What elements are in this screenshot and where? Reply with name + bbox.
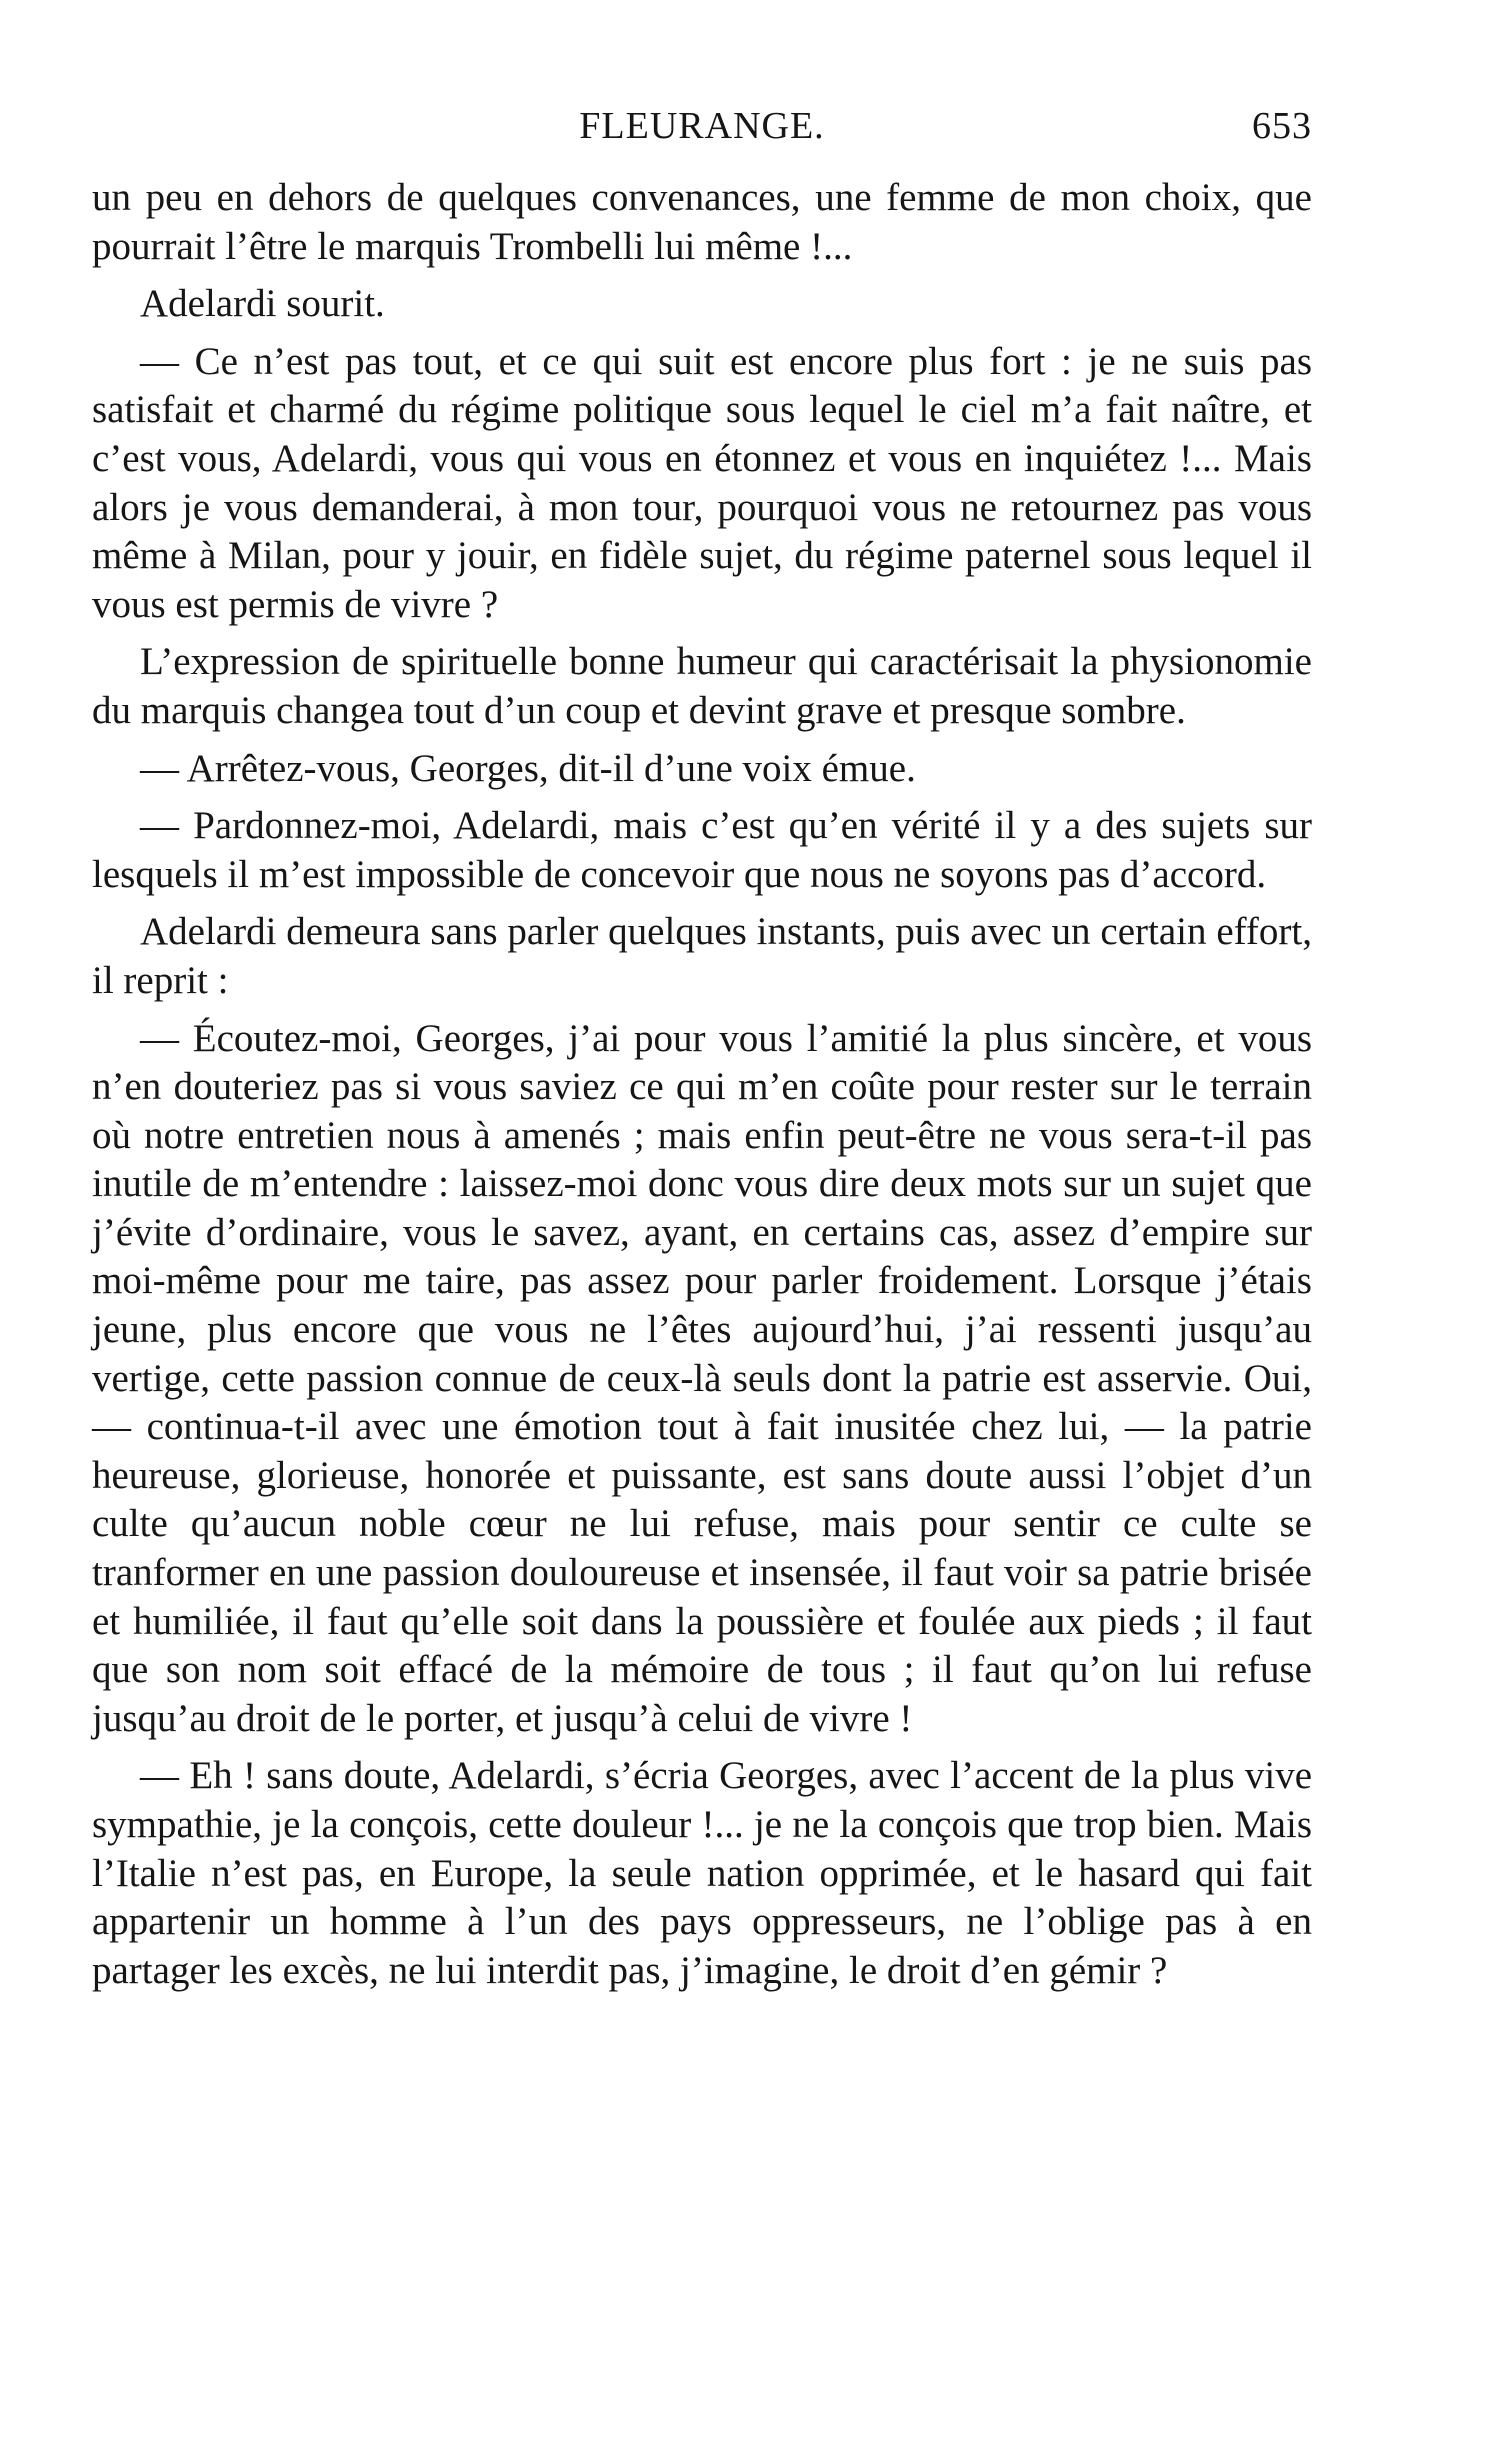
paragraph: — Écoutez-moi, Georges, j’ai pour vous l’amitié la plus sincère, et vous n’en douteriez pas si vous saviez ce qui m’en coûte pour rester sur le terrain où notre entretien nous à amenés ; mais enfin peut-être ne vous sera-t-il pas inutile de m’entendre : laissez-moi donc vous dire deux mots sur un sujet que j’évite d’ordinaire, vous le savez, ayant, en certains cas, assez d’empire sur moi-même pour me taire, pas assez pour parler froidement. Lorsque j’étais jeune, plus encore que vous ne l’êtes aujourd’hui, j’ai ressenti jusqu’au vertige, cette passion connue de ceux-là seuls dont la patrie est asservie. Oui, — continua-t-il avec une émotion tout à fait inusitée chez lui, — la patrie heureuse, glorieuse, honorée et puissante, est sans doute aussi l’objet d’un culte qu’aucun noble cœur ne lui refuse, mais pour sentir ce culte se tranformer en une passion douloureuse et insensée, il faut voir sa patrie brisée et humiliée, il faut qu’elle soit dans la poussière et foulée aux pieds ; il faut que son nom soit effacé de la mémoire de tous ; il faut qu’on lui refuse jusqu’au droit de le porter, et jusqu’à celui de vivre ! [92,1016,1312,1740]
paragraph: Adelardi demeura sans parler quelques instants, puis avec un certain effort, il reprit : [92,910,1312,1002]
paragraph: Adelardi sourit. [140,282,385,326]
paragraph: — Arrêtez-vous, Georges, dit-il d’une voix émue. [140,746,916,790]
paragraph: — Pardonnez-moi, Adelardi, mais c’est qu’en vérité il y a des sujets sur lesquels il m’est impossible de concevoir que nous ne soyons pas d’accord. [92,804,1312,896]
paragraph: L’expression de spirituelle bonne humeur qui caractérisait la physionomie du marquis changea tout d’un coup et devint grave et presque sombre. [92,640,1312,732]
paragraph: — Ce n’est pas tout, et ce qui suit est encore plus fort : je ne suis pas satisfait et charmé du régime politique sous lequel le ciel m’a fait naître, et c’est vous, Adelardi, vous qui vous en étonnez et vous en inquiétez !... Mais alors je vous demanderai, à mon tour, pourquoi vous ne retournez pas vous même à Milan, pour y jouir, en fidèle sujet, du régime paternel sous lequel il vous est permis de vivre ? [92,339,1312,626]
page-number: 653 [1252,105,1312,147]
paragraph: — Eh ! sans doute, Adelardi, s’écria Georges, avec l’accent de la plus vive sympathie, je la conçois, cette douleur !... je ne la conçois que trop bien. Mais l’Italie n’est pas, en Europe, la seule nation opprimée, et le hasard qui fait appartenir un homme à l’un des pays oppresseurs, ne l’oblige pas à en partager les excès, ne lui interdit pas, j’imagine, le droit d’en gémir ? [92,1754,1312,1992]
paragraph: un peu en dehors de quelques convenances, une femme de mon choix, que pourrait l’être le marquis Trombelli lui même !... [92,176,1312,268]
running-title: FLEURANGE. [579,105,825,147]
running-header [92,96,1312,156]
body-text [92,174,1312,2004]
